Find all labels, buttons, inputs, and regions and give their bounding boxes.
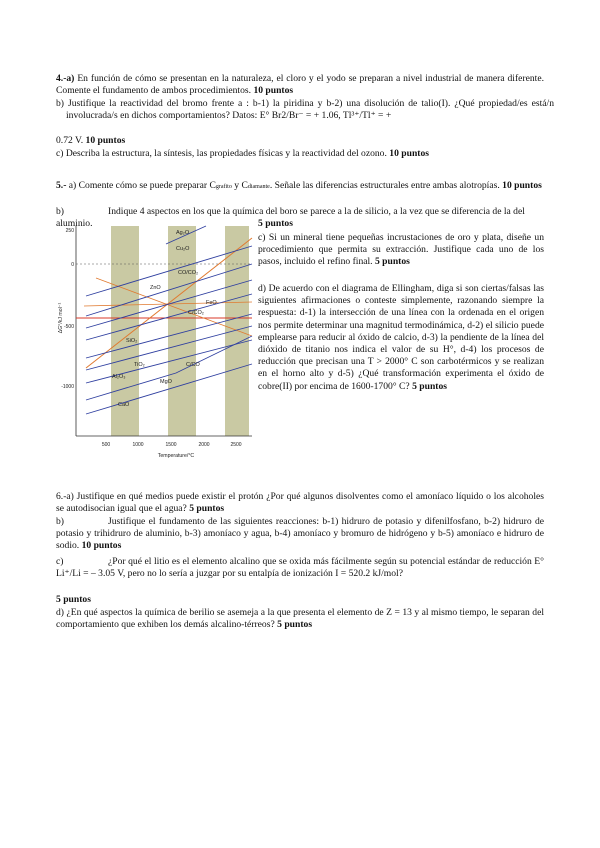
temperature-band: [225, 226, 249, 436]
label-feo: FeO: [206, 300, 217, 306]
q6-c: c) ¿Por qué el litio es el elemento alcalino que se oxida más fácilmente según su potencial estándar de reducción E° Li⁺/Li = – 3.05 V, pero no lo sería a juzgar por su entalpía de ionización I = 520.2 kJ/mol?: [56, 556, 544, 580]
q6-a: 6.-a) Justifique en qué medios puede existir el protón ¿Por qué algunos disolventes como el amoníaco líquido o los alcoholes se autodisocian igual que el agua? 5 puntos: [56, 491, 544, 515]
q5-b-points: 5 puntos: [258, 218, 293, 229]
q4-a: 4.-a) En función de cómo se presentan en la naturaleza, el cloro y el yodo se preparan a nivel industrial de manera diferente. Comente el fundamento de ambos procedimientos. 10 puntos: [56, 73, 544, 97]
label-zno: ZnO: [150, 285, 161, 291]
label-cao: CaO: [118, 402, 130, 408]
label-al2o3: Al₂O₃: [112, 374, 126, 380]
q5-d: d) De acuerdo con el diagrama de Ellingham, diga si son ciertas/falsas las siguientes afirmaciones o conteste simplemente, razonando siempre la respuesta: d-1) la intersección de una línea con la ordenada en el origen nos permite determinar una magnitud termodinámica, d-2) el silicio puede emplearse para reducir al óxido de calcio, d-3) la pendiente de la línea del dióxido de titanio nos indica el valor de su H°, d-4) los procesos de reducción que precisan una T > 2000° C son carbotérmicos y se realizan en el horno alto y d-5) ¿Qué transformación experimenta el óxido de cobre(II) por encima de 1600-1700° C? 5 puntos: [258, 283, 544, 392]
label-cu2o: Cu₂O: [176, 246, 190, 252]
x-axis-label: Temperature/°C: [157, 453, 195, 459]
label-mgo: MgO: [160, 379, 172, 385]
q6-d: d) ¿En qué aspectos la química de berilio se asemeja a la que presenta el elemento de Z = 13 y al mismo tiempo, le separan del comportamiento que exhiben los demás alcalino-térreos? 5 puntos: [56, 607, 544, 631]
x-tick: 2000: [198, 442, 210, 448]
label-co-co2: CO/CO₂: [178, 270, 199, 276]
q4-c: c) Describa la estructura, la síntesis, las propiedades físicas y la reactividad del ozono. 10 puntos: [56, 148, 430, 159]
y-tick: 250: [65, 228, 74, 234]
label-tio2: TiO₂: [134, 362, 145, 368]
q5-b: b) Indique 4 aspectos en los que la química del boro se parece a la de silicio, a la vez que se diferencia de la del aluminio.: [56, 206, 525, 230]
q6-c-points: 5 puntos: [56, 594, 91, 605]
q5-c: c) Si un mineral tiene pequeñas incrustaciones de oro y plata, diseñe un procedimiento que permita su extracción. Justifique cada uno de los pasos, incluido el refino final. 5 puntos: [258, 232, 544, 268]
x-tick: 1500: [165, 442, 177, 448]
label-sio2: SiO₂: [126, 338, 138, 344]
y-tick: -1000: [61, 384, 74, 390]
q6-b: b) Justifique el fundamento de las siguientes reacciones: b-1) hidruro de potasio y difenilfosfano, b-2) hidruro de potasio y trihidruro de aluminio, b-3) amoníaco y agua, b-4) amoníaco y bromuro de hidrógeno y b-5) amoníaco e hidruro de sodio. 10 puntos: [56, 516, 544, 552]
ellingham-diagram: [56, 218, 256, 462]
x-tick: 1000: [132, 442, 144, 448]
q4-b-cont: 0.72 V. 10 puntos: [56, 135, 126, 146]
q5-a: 5.- a) Comente cómo se puede preparar Cgrafito y Cdiamante. Señale las diferencias estructurales entre ambas alotropías. 10 puntos: [56, 180, 542, 191]
label-ag2o: Ag₂O: [176, 230, 190, 236]
x-tick: 500: [101, 442, 111, 448]
q4-b: b) Justifique la reactividad del bromo frente a : b-1) la piridina y b-2) una disolución de talio(I). ¿Qué propiedad/es está/n involucrada/s en dichos comportamientos? Datos: E° Br2/Br⁻ = + 1.06, Tl³⁺/Tl⁺ = +: [56, 98, 554, 122]
temperature-band: [168, 226, 199, 436]
label-c-co: C/CO: [186, 362, 200, 368]
label-c-co2: C/CO₂: [188, 310, 204, 316]
y-tick: -500: [63, 324, 74, 330]
x-tick: 2500: [230, 442, 242, 448]
y-axis-label: ΔG°/kJ mol⁻¹: [58, 302, 64, 334]
y-tick: 0: [71, 262, 74, 268]
